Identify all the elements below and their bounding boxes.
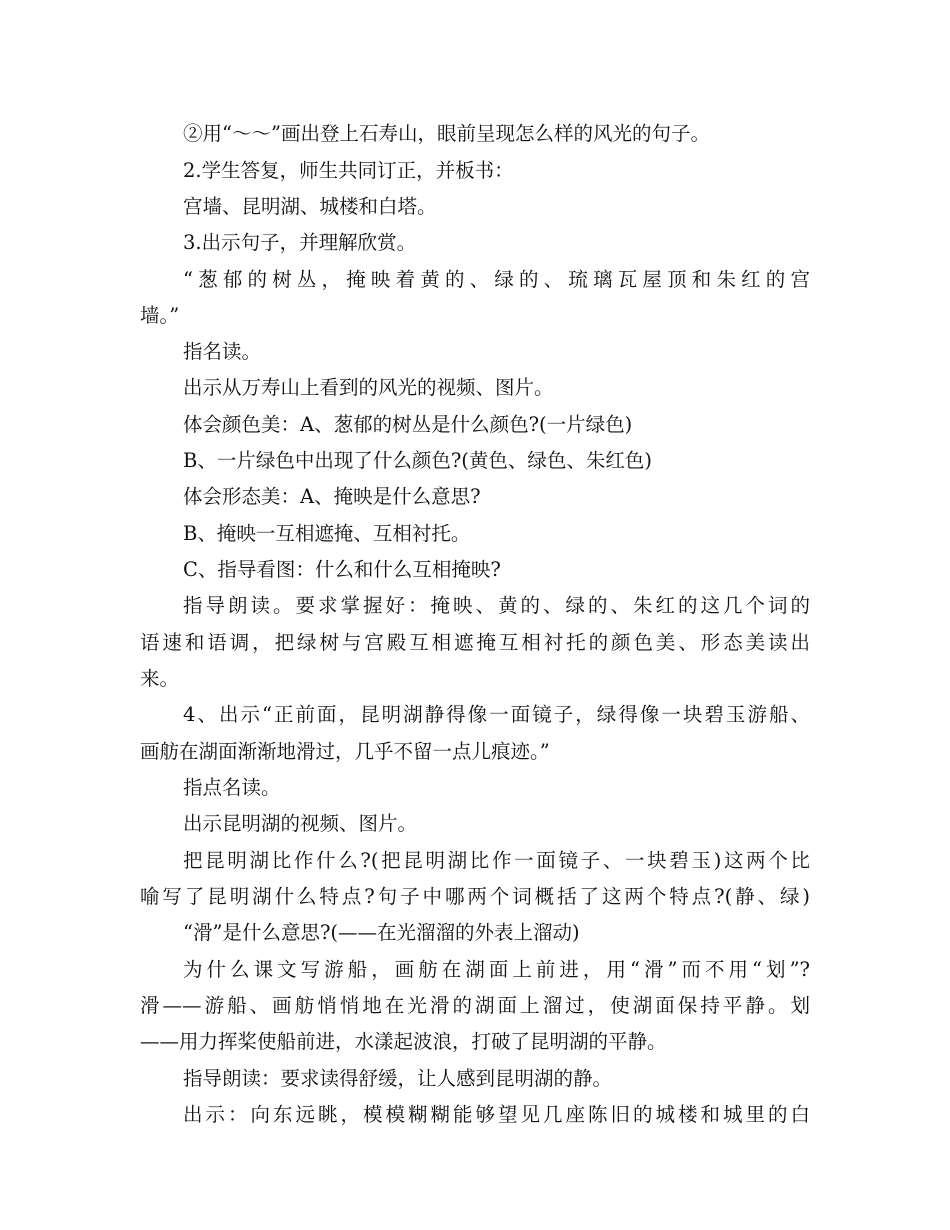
text-line: “滑”是什么意思?(——在光溜溜的外表上溜动) xyxy=(183,921,580,944)
text-line: B、掩映一互相遮掩、互相衬托。 xyxy=(183,522,471,545)
text-line: 指名读。 xyxy=(183,340,262,363)
text-line: 来。 xyxy=(140,667,180,690)
text-line: 喻写了昆明湖什么特点?句子中哪两个词概括了这两个特点?(静、绿) xyxy=(140,885,810,908)
text-line: ②用“～～”画出登上石寿山，眼前呈现怎么样的风光的句子。 xyxy=(183,122,710,145)
text-line: 3.出示句子，并理解欣赏。 xyxy=(183,231,417,254)
text-line: 滑——游船、画舫悄悄地在光滑的湖面上溜过，使湖面保持平静。划 xyxy=(140,994,810,1017)
text-line: 墙。” xyxy=(140,304,180,327)
text-line: 宫墙、昆明湖、城楼和白塔。 xyxy=(183,195,437,218)
text-line: “葱郁的树丛，掩映着黄的、绿的、琉璃瓦屋顶和朱红的宫 xyxy=(183,268,810,291)
text-line: 语速和语调，把绿树与宫殿互相遮掩互相衬托的颜色美、形态美读出 xyxy=(140,631,810,654)
text-line: 出示：向东远眺，模模糊糊能够望见几座陈旧的城楼和城里的白 xyxy=(183,1103,810,1126)
text-line: ——用力挥桨使船前进，水漾起波浪，打破了昆明湖的平静。 xyxy=(140,1030,667,1053)
text-line: 画舫在湖面渐渐地滑过，几乎不留一点儿痕迹。” xyxy=(140,740,550,763)
text-line: 体会颜色美：A、葱郁的树丛是什么颜色?(一片绿色) xyxy=(183,413,633,436)
text-line: 为什么课文写游船，画舫在湖面上前进，用“滑”而不用“划”? xyxy=(183,958,810,981)
text-line: 指导朗读。要求掌握好：掩映、黄的、绿的、朱红的这几个词的 xyxy=(183,594,810,617)
text-line: 指点名读。 xyxy=(183,776,281,799)
text-line: 4、出示“正前面，昆明湖静得像一面镜子，绿得像一块碧玉游船、 xyxy=(183,703,810,726)
text-line: C、指导看图：什么和什么互相掩映? xyxy=(183,558,501,581)
text-line: B、一片绿色中出现了什么颜色?(黄色、绿色、朱红色) xyxy=(183,449,653,472)
text-line: 出示昆明湖的视频、图片。 xyxy=(183,812,418,835)
text-line: 出示从万寿山上看到的风光的视频、图片。 xyxy=(183,376,554,399)
text-line: 指导朗读：要求读得舒缓，让人感到昆明湖的静。 xyxy=(183,1067,613,1090)
text-line: 体会形态美：A、掩映是什么意思? xyxy=(183,485,481,508)
text-line: 把昆明湖比作什么?(把昆明湖比作一面镜子、一块碧玉)这两个比 xyxy=(183,849,810,872)
text-line: 2.学生答复，师生共同订正，并板书： xyxy=(183,159,514,182)
